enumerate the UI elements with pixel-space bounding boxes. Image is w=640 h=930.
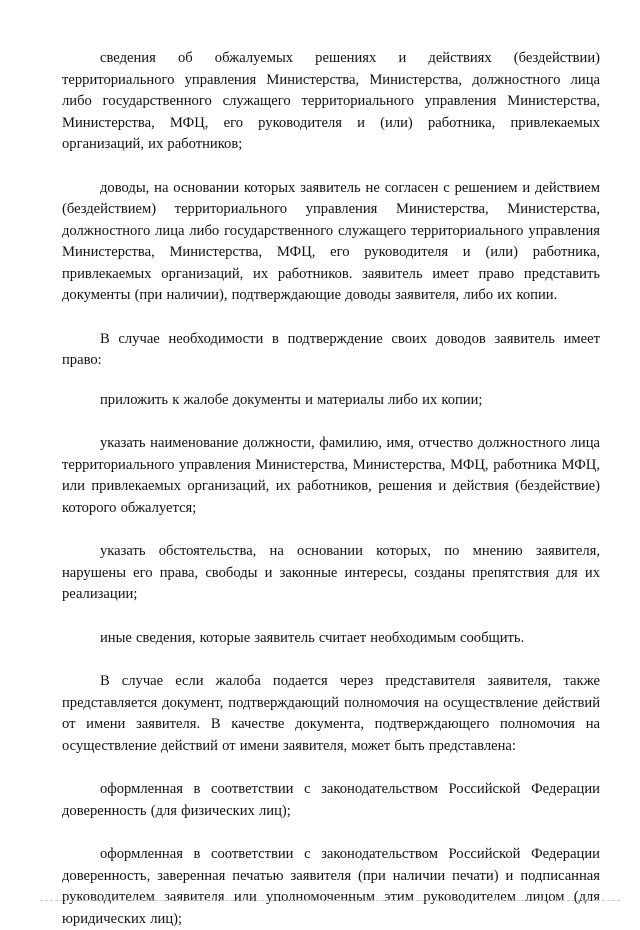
paragraph-8: В случае если жалоба подается через представителя заявителя, также представляется документ, подтверждающий полномочия на осуществление действий от имени заявителя. В качестве документа, подтверждающего полномочия на осуществление действий от имени заявителя, может быть представлена:	[62, 673, 600, 754]
paragraph-3: В случае необходимости в подтверждение своих доводов заявитель имеет право:	[62, 330, 600, 368]
paragraph-2: доводы, на основании которых заявитель не согласен с решением и действием (бездействием) территориального управления Министерства, Министерства, должностного лица либо государственного служащего территориального управления Министерства, Министерства, МФЦ, его руководителя и (или) работника, привлекаемых организаций, их работников. заявитель имеет право представить документы (при наличии), подтверждающие доводы заявителя, либо их копии.	[62, 179, 600, 303]
paragraph-10: оформленная в соответствии с законодательством Российской Федерации доверенность, заверенная печатью заявителя (при наличии печати) и подписанная руководителем заявителя или уполномоченным этим руководителем лицом (для юридических лиц);	[62, 846, 600, 927]
paragraph-7: иные сведения, которые заявитель считает необходимым сообщить.	[100, 629, 525, 646]
paragraph-4: приложить к жалобе документы и материалы либо их копии;	[100, 391, 483, 408]
paragraph-9: оформленная в соответствии с законодательством Российской Федерации доверенность (для физических лиц);	[62, 781, 600, 819]
paragraph-5: указать наименование должности, фамилию, имя, отчество должностного лица территориального управления Министерства, Министерства, МФЦ, работника МФЦ, или привлекаемых организаций, их работников, решения и действия (бездействие) которого обжалуется;	[62, 435, 600, 516]
page-bottom-rule	[40, 900, 620, 901]
paragraph-6: указать обстоятельства, на основании которых, по мнению заявителя, нарушены его права, свободы и законные интересы, созданы препятствия для их реализации;	[62, 543, 600, 602]
paragraph-1: сведения об обжалуемых решениях и действиях (бездействии) территориального управления Министерства, Министерства, должностного лица либо государственного служащего территориального управления Министерства, Министерства, МФЦ, его руководителя и (или) работника, привлекаемых организаций, их работников;	[62, 50, 600, 152]
